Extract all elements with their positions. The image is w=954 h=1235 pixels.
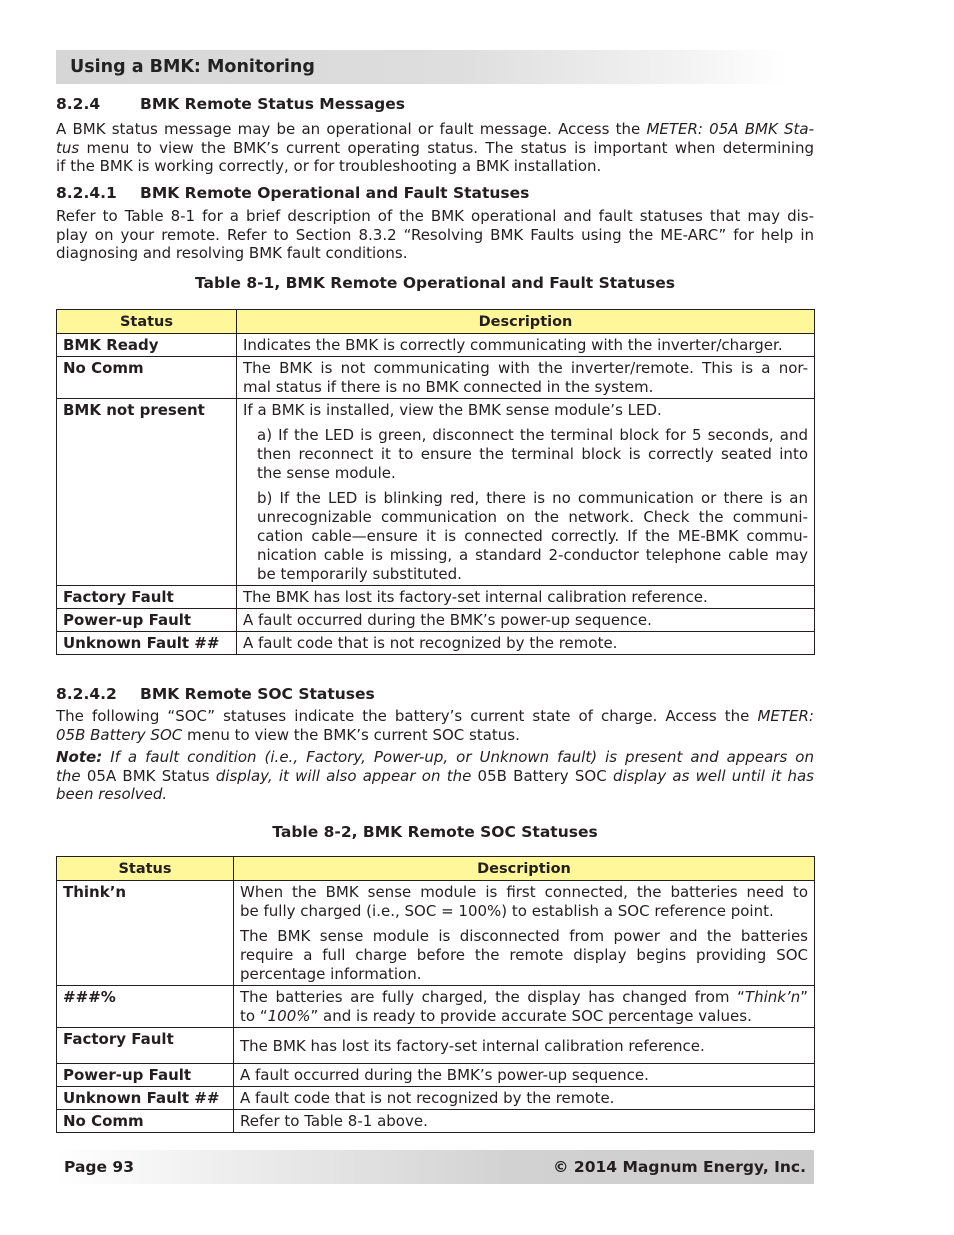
cell-line: cation cable—ensure it is connected correctly. If the ME-BMK commu- bbox=[257, 527, 808, 545]
cell-line: unrecognizable communication on the network. Check the communi- bbox=[257, 508, 808, 526]
section-number: 8.2.4.2 bbox=[56, 685, 117, 703]
cell-line: be temporarily substituted. bbox=[257, 565, 462, 583]
cell-line: The BMK is not communicating with the inverter/remote. This is a nor- bbox=[243, 359, 808, 377]
cell-line: When the BMK sense module is first connected, the batteries need to bbox=[240, 883, 808, 901]
cell-line: require a full charge before the remote display begins providing SOC bbox=[240, 946, 808, 964]
section-title: BMK Remote Status Messages bbox=[140, 95, 405, 113]
description-cell bbox=[234, 986, 815, 1028]
cell-line: be fully charged (i.e., SOC = 100%) to establish a SOC reference point. bbox=[240, 902, 774, 920]
table-row bbox=[57, 1028, 815, 1064]
status-cell: Factory Fault bbox=[57, 1028, 234, 1064]
status-cell: Power-up Fault bbox=[57, 1064, 234, 1087]
section-title: BMK Remote Operational and Fault Statuses bbox=[140, 184, 530, 202]
table-row bbox=[57, 399, 815, 586]
text-run: A BMK status message may be an operational or fault message. Access the bbox=[56, 120, 647, 138]
column-header-status: Status bbox=[57, 857, 234, 881]
status-cell: Think’n bbox=[57, 881, 234, 986]
table-row bbox=[57, 986, 815, 1028]
table-row bbox=[57, 586, 815, 609]
status-cell: No Comm bbox=[57, 1110, 234, 1133]
paragraph-line bbox=[56, 767, 814, 786]
description-cell: A fault code that is not recognized by the remote. bbox=[237, 632, 815, 655]
paragraph-table-ref bbox=[56, 207, 814, 263]
description-cell: The BMK has lost its factory-set internal calibration reference. bbox=[237, 586, 815, 609]
cell-paragraph bbox=[240, 927, 808, 984]
text-run: display, it will also appear on the bbox=[215, 766, 472, 785]
description-cell: A fault occurred during the BMK’s power-up sequence. bbox=[234, 1064, 815, 1087]
text-run: menu to view the BMK’s current SOC status. bbox=[182, 725, 520, 744]
paragraph-line: if the BMK is working correctly, or for troubleshooting a BMK installation. bbox=[56, 157, 602, 176]
table-row bbox=[57, 357, 815, 399]
description-cell bbox=[237, 357, 815, 399]
text-run: been resolved. bbox=[56, 785, 168, 804]
text-run: to “ bbox=[240, 1007, 268, 1025]
column-header-description: Description bbox=[234, 857, 815, 881]
table-row bbox=[57, 1064, 815, 1087]
text-run: display as well until it has bbox=[612, 766, 814, 785]
sub-item-b bbox=[257, 489, 808, 584]
description-cell: Refer to Table 8-1 above. bbox=[234, 1110, 815, 1133]
paragraph-line: Refer to Table 8-1 for a brief description of the BMK operational and fault statuses that may dis- bbox=[56, 207, 814, 225]
page-header-title: Using a BMK: Monitoring bbox=[70, 57, 315, 77]
sub-item-a bbox=[257, 426, 808, 483]
paragraph-line: diagnosing and resolving BMK fault conditions. bbox=[56, 244, 408, 263]
section-heading-8-2-4-1 bbox=[56, 184, 529, 202]
table-header-row bbox=[57, 857, 815, 881]
status-cell: Unknown Fault ## bbox=[57, 1087, 234, 1110]
section-number: 8.2.4.1 bbox=[56, 184, 117, 202]
cell-line: percentage information. bbox=[240, 965, 422, 983]
section-heading-8-2-4-2 bbox=[56, 685, 375, 703]
cell-line: mal status if there is no BMK connected in the system. bbox=[243, 378, 654, 396]
copyright: © 2014 Magnum Energy, Inc. bbox=[553, 1158, 806, 1176]
cell-line: then reconnect it to ensure the terminal block is correctly seated into bbox=[257, 445, 808, 463]
table-8-1 bbox=[56, 309, 815, 655]
description-cell: A fault code that is not recognized by the remote. bbox=[234, 1087, 815, 1110]
description-cell bbox=[237, 399, 815, 586]
section-heading-8-2-4 bbox=[56, 95, 405, 113]
text-run: ” bbox=[800, 988, 808, 1006]
paragraph-line bbox=[56, 707, 814, 726]
cell-line bbox=[240, 1007, 808, 1026]
note-paragraph bbox=[56, 748, 814, 804]
cell-line: The BMK sense module is disconnected from power and the batteries bbox=[240, 927, 808, 945]
status-cell: ###% bbox=[57, 986, 234, 1028]
paragraph-line bbox=[56, 726, 814, 745]
table-row bbox=[57, 881, 815, 986]
description-cell: The BMK has lost its factory-set internal calibration reference. bbox=[234, 1028, 815, 1064]
text-run: menu to view the BMK’s current operating status. The status is important when determining bbox=[79, 138, 814, 157]
text-run: the bbox=[56, 766, 81, 785]
column-header-status: Status bbox=[57, 310, 237, 334]
status-cell: No Comm bbox=[57, 357, 237, 399]
paragraph-line bbox=[56, 785, 814, 804]
status-cell: BMK not present bbox=[57, 399, 237, 586]
text-run: The following “SOC” statuses indicate the battery’s current state of charge. Access the bbox=[56, 707, 758, 725]
page-number: Page 93 bbox=[64, 1158, 134, 1176]
meter-menu-ref: METER: 05A BMK Sta- bbox=[646, 120, 814, 138]
paragraph-line bbox=[56, 120, 814, 139]
status-cell: Unknown Fault ## bbox=[57, 632, 237, 655]
note-label: Note: bbox=[56, 748, 103, 766]
description-cell: Indicates the BMK is correctly communicating with the inverter/charger. bbox=[237, 334, 815, 357]
text-run: Think’n bbox=[744, 988, 801, 1006]
text-run: 05B Battery SOC bbox=[471, 766, 613, 785]
status-cell: Factory Fault bbox=[57, 586, 237, 609]
meter-menu-ref: tus bbox=[56, 138, 80, 157]
table-row bbox=[57, 1110, 815, 1133]
table-8-2 bbox=[56, 856, 815, 1133]
cell-line: nication cable is missing, a standard 2-conductor telephone cable may bbox=[257, 546, 808, 564]
table-2-caption: Table 8-2, BMK Remote SOC Statuses bbox=[272, 823, 598, 841]
text-run: ” and is ready to provide accurate SOC percentage values. bbox=[310, 1007, 752, 1025]
footer-band bbox=[56, 1150, 814, 1184]
text-run: 100% bbox=[267, 1007, 311, 1025]
table-header-row bbox=[57, 310, 815, 334]
meter-menu-ref: 05B Battery SOC bbox=[56, 725, 183, 744]
text-run: If a fault condition (i.e., Factory, Power-up, or Unknown fault) is present and appears on bbox=[102, 748, 814, 766]
paragraph-line bbox=[56, 748, 814, 767]
section-number: 8.2.4 bbox=[56, 95, 101, 113]
table-row bbox=[57, 609, 815, 632]
cell-line: a) If the LED is green, disconnect the terminal block for 5 seconds, and bbox=[257, 426, 808, 444]
paragraph-status-messages bbox=[56, 120, 814, 176]
status-cell: BMK Ready bbox=[57, 334, 237, 357]
cell-line: b) If the LED is blinking red, there is no communication or there is an bbox=[257, 489, 808, 507]
description-cell bbox=[234, 881, 815, 986]
cell-line bbox=[240, 988, 808, 1007]
table-row bbox=[57, 632, 815, 655]
status-cell: Power-up Fault bbox=[57, 609, 237, 632]
description-cell: A fault occurred during the BMK’s power-up sequence. bbox=[237, 609, 815, 632]
paragraph-line bbox=[56, 139, 814, 158]
table-row bbox=[57, 334, 815, 357]
meter-menu-ref: METER: bbox=[757, 707, 814, 725]
cell-line: If a BMK is installed, view the BMK sense module’s LED. bbox=[243, 401, 662, 419]
paragraph-soc-intro bbox=[56, 707, 814, 744]
cell-line: the sense module. bbox=[257, 464, 396, 482]
section-title: BMK Remote SOC Statuses bbox=[140, 685, 375, 703]
table-row bbox=[57, 1087, 815, 1110]
text-run: 05A BMK Status bbox=[80, 766, 216, 785]
table-1-caption: Table 8-1, BMK Remote Operational and Fault Statuses bbox=[194, 274, 676, 292]
header-band bbox=[56, 50, 788, 84]
paragraph-line: play on your remote. Refer to Section 8.3.2 “Resolving BMK Faults using the ME-ARC” for help in bbox=[56, 225, 814, 244]
column-header-description: Description bbox=[237, 310, 815, 334]
text-run: The batteries are fully charged, the display has changed from “ bbox=[240, 988, 745, 1006]
